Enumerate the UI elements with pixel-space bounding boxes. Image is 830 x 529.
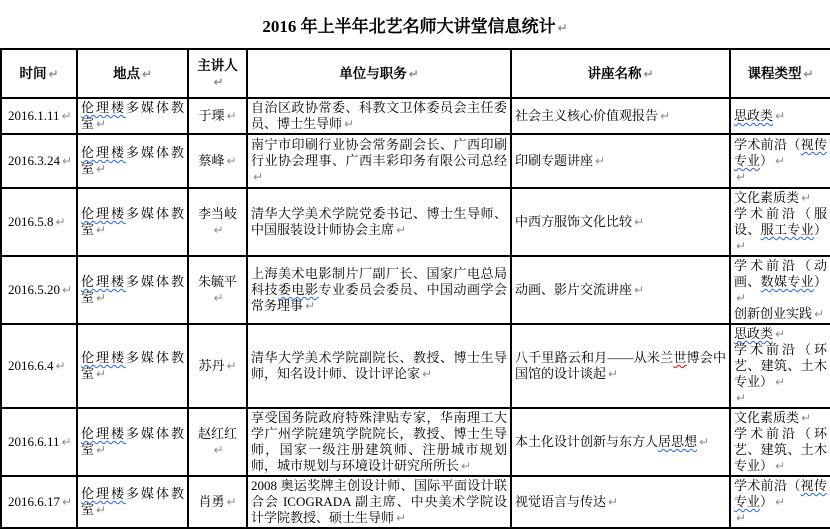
spellcheck-flagged-text: 伦理楼 [81, 486, 126, 501]
cell-location [77, 98, 188, 134]
paragraph-return-mark: ↵ [61, 109, 72, 123]
cell-unit [247, 476, 511, 528]
paragraph [8, 358, 73, 374]
cell-unit [247, 324, 511, 408]
paragraph [8, 494, 73, 510]
paragraph-return-mark: ↵ [736, 511, 747, 525]
paragraph [251, 137, 507, 185]
paragraph [734, 258, 827, 306]
paragraph-return-mark: ↵ [557, 20, 568, 35]
paragraph [251, 266, 507, 314]
paragraph [192, 358, 243, 374]
paragraph [734, 510, 827, 526]
paragraph-return-mark: ↵ [226, 109, 237, 123]
paragraph [8, 153, 73, 169]
spellcheck-flagged-text: 伦理楼 [81, 206, 126, 221]
paragraph-return-mark: ↵ [775, 154, 786, 168]
cell-lecture [511, 188, 730, 256]
paragraph [515, 153, 726, 169]
paragraph [8, 108, 73, 124]
cell-time [1, 256, 77, 324]
paragraph [515, 66, 726, 82]
text-segment: 2016.6.17 [8, 494, 60, 509]
paragraph-return-mark: ↵ [801, 191, 812, 205]
text-segment: 地点 [112, 65, 140, 81]
text-segment: 社会主义核心价值观报告 [515, 108, 659, 123]
spellcheck-flagged-text: 服工专业 [760, 222, 814, 237]
paragraph-return-mark: ↵ [775, 375, 786, 389]
text-segment: 2016.3.24 [8, 153, 60, 168]
paragraph-return-mark: ↵ [226, 495, 237, 509]
paragraph-return-mark: ↵ [96, 223, 107, 237]
paragraph [262, 12, 567, 37]
paragraph-return-mark: ↵ [803, 66, 814, 81]
paragraph-return-mark: ↵ [61, 435, 72, 449]
text-segment: ） [760, 153, 774, 168]
paragraph [8, 282, 73, 298]
paragraph [515, 494, 726, 510]
text-segment: 学术前沿（动画、 [734, 258, 827, 289]
text-segment: 中西方服饰文化比较 [515, 214, 633, 229]
paragraph-return-mark: ↵ [608, 495, 619, 509]
spellcheck-flagged-text: 视传专业 [734, 137, 827, 168]
spellcheck-flagged-text: 伦理楼 [81, 274, 126, 289]
cell-lecture [511, 408, 730, 476]
cell-unit [247, 134, 511, 188]
paragraph-return-mark: ↵ [634, 283, 645, 297]
text-segment: 本土化设计创新与东方人 [515, 434, 659, 449]
paragraph-return-mark: ↵ [344, 117, 355, 131]
text-segment: 自治区政协常委、科教文卫体委员会主任委员、博士生导师 [251, 100, 507, 131]
text-segment: 学术前沿（服设、 [734, 206, 827, 237]
paragraph [192, 153, 243, 169]
paragraph-return-mark: ↵ [226, 154, 237, 168]
paragraph [192, 58, 243, 90]
text-segment: 学术前沿（ [734, 137, 801, 152]
text-segment: 南宁市印刷行业协会常务副会长、广西印刷行业协会理事、广西丰彩印务有限公司总经 [251, 137, 507, 168]
text-segment: 2016.6.4 [8, 358, 54, 373]
text-segment: 苏丹 [198, 358, 225, 373]
text-segment: 朱毓平 [197, 274, 237, 289]
paragraph [192, 426, 243, 458]
paragraph-return-mark: ↵ [62, 154, 73, 168]
paragraph-return-mark: ↵ [96, 503, 107, 517]
paragraph-return-mark: ↵ [736, 291, 747, 305]
cell-time [1, 408, 77, 476]
column-header-time [1, 49, 77, 98]
paragraph [8, 434, 73, 450]
paragraph [192, 494, 243, 510]
spellcheck-flagged-text: 伦理楼 [81, 100, 126, 115]
cell-speaker [188, 256, 247, 324]
text-segment: 2016.5.8 [8, 214, 54, 229]
paragraph [192, 274, 243, 306]
table-row [1, 408, 830, 476]
cell-unit [247, 408, 511, 476]
paragraph-return-mark: ↵ [801, 411, 812, 425]
paragraph-return-mark: ↵ [775, 327, 786, 341]
paragraph [734, 306, 827, 322]
document-title [0, 0, 830, 48]
text-segment: 多媒体教室 [81, 486, 184, 517]
text-segment: 印刷专题讲座 [515, 153, 594, 168]
text-segment: 文化素质类 [734, 410, 800, 425]
paragraph [81, 100, 184, 132]
paragraph [81, 426, 184, 458]
paragraph-return-mark: ↵ [699, 435, 710, 449]
text-segment: 专业委员会委员、中国动画学会常务理事 [251, 282, 507, 313]
paragraph-return-mark: ↵ [96, 117, 107, 131]
cell-lecture [511, 324, 730, 408]
paragraph [192, 206, 243, 238]
column-header-course [730, 49, 830, 98]
paragraph [251, 410, 507, 474]
paragraph-return-mark: ↵ [55, 359, 66, 373]
paragraph-return-mark: ↵ [461, 459, 472, 473]
text-segment: 视觉语言与传达 [515, 494, 607, 509]
paragraph [81, 66, 184, 82]
paragraph-return-mark: ↵ [736, 239, 747, 253]
paragraph [734, 190, 827, 206]
paragraph [734, 169, 827, 185]
paragraph-return-mark: ↵ [814, 307, 825, 321]
text-segment: 学术前沿（环艺、建筑、土木专业） [734, 426, 827, 473]
text-segment: 单位与职务 [339, 65, 407, 81]
paragraph [81, 350, 184, 382]
paragraph-return-mark: ↵ [595, 154, 606, 168]
paragraph-return-mark: ↵ [660, 109, 671, 123]
spellcheck-flagged-text: 数媒专业 [760, 274, 814, 289]
paragraph [251, 350, 507, 382]
paragraph [515, 214, 726, 230]
paragraph [734, 410, 827, 426]
text-segment: ） [760, 494, 774, 509]
cell-course [730, 98, 830, 134]
paragraph-return-mark: ↵ [62, 283, 73, 297]
paragraph-return-mark: ↵ [48, 66, 59, 81]
column-header-unit [247, 49, 511, 98]
text-segment: 多媒体教室 [81, 274, 184, 305]
text-segment: 2016.5.20 [8, 282, 60, 297]
table-row [1, 476, 830, 528]
paragraph [251, 478, 507, 526]
spellcheck-flagged-text: 思政类 [734, 326, 774, 341]
text-segment: ） [813, 222, 827, 237]
cell-course [730, 188, 830, 256]
cell-location [77, 134, 188, 188]
paragraph-return-mark: ↵ [62, 495, 73, 509]
text-segment: 于瑮 [198, 108, 225, 123]
cell-course [730, 476, 830, 528]
paragraph-return-mark: ↵ [96, 291, 107, 305]
paragraph [8, 214, 73, 230]
paragraph-return-mark: ↵ [408, 66, 419, 81]
spellcheck-flagged-text: 视传专业 [734, 478, 827, 509]
paragraph [81, 206, 184, 238]
paragraph-return-mark: ↵ [608, 367, 619, 381]
cell-location [77, 188, 188, 256]
cell-lecture [511, 476, 730, 528]
paragraph [734, 478, 827, 510]
cell-speaker [188, 476, 247, 528]
text-segment: 创新创业实践 [734, 306, 813, 321]
paragraph [81, 145, 184, 177]
paragraph [734, 66, 827, 82]
text-segment: 2016 年上半年北艺名师大讲堂信息统计 [262, 16, 556, 36]
table-row [1, 256, 830, 324]
spellcheck-flagged-text: 居思想 [658, 434, 698, 449]
paragraph-return-mark: ↵ [422, 367, 433, 381]
paragraph [734, 342, 827, 390]
table-row [1, 324, 830, 408]
paragraph-return-mark: ↵ [396, 511, 407, 525]
paragraph-return-mark: ↵ [736, 170, 747, 184]
paragraph-return-mark: ↵ [643, 66, 654, 81]
paragraph-return-mark: ↵ [141, 66, 153, 81]
lecture-info-table [0, 48, 830, 529]
text-segment: 多媒体教室 [81, 426, 184, 457]
paragraph-return-mark: ↵ [305, 299, 316, 313]
cell-speaker [188, 188, 247, 256]
text-segment: 时间 [19, 65, 47, 81]
paragraph [251, 206, 507, 238]
text-segment: 多媒体教室 [81, 206, 184, 237]
paragraph [251, 100, 507, 132]
paragraph-return-mark: ↵ [226, 359, 237, 373]
paragraph [515, 350, 726, 382]
paragraph-return-mark: ↵ [213, 443, 224, 457]
cell-lecture [511, 134, 730, 188]
spellcheck-flagged-text: 伦理楼 [81, 145, 126, 160]
cell-time [1, 134, 77, 188]
cell-course [730, 324, 830, 408]
text-segment: 博会中国馆的设计谈起 [515, 350, 726, 381]
cell-speaker [188, 98, 247, 134]
text-segment: 八千里路云和月——从米兰 [515, 350, 674, 365]
cell-speaker [188, 408, 247, 476]
paragraph-return-mark: ↵ [96, 162, 107, 176]
paragraph [734, 206, 827, 254]
cell-time [1, 324, 77, 408]
paragraph-return-mark: ↵ [96, 443, 107, 457]
cell-time [1, 98, 77, 134]
spellcheck-flagged-text: 伦理楼 [81, 350, 126, 365]
text-segment: 多媒体教室 [81, 145, 184, 176]
paragraph [515, 108, 726, 124]
paragraph-return-mark: ↵ [736, 391, 747, 405]
cell-lecture [511, 256, 730, 324]
paragraph [81, 274, 184, 306]
paragraph-return-mark: ↵ [55, 215, 66, 229]
text-segment: ） [813, 274, 827, 289]
text-segment: 学术前沿（ [734, 478, 801, 493]
table-row [1, 98, 830, 134]
paragraph [734, 137, 827, 169]
text-segment: 2016.6.11 [8, 434, 60, 449]
paragraph-return-mark: ↵ [634, 215, 645, 229]
text-segment: 主讲人 [197, 57, 238, 73]
paragraph-return-mark: ↵ [213, 223, 224, 237]
text-segment: 清华大学美术学院党委书记、博士生导师、中国服装设计师协会主席 [251, 206, 507, 237]
paragraph [734, 108, 827, 124]
cell-location [77, 324, 188, 408]
paragraph-return-mark: ↵ [213, 74, 224, 89]
cell-location [77, 476, 188, 528]
spellcheck-flagged-text: 思政类 [734, 108, 774, 123]
cell-course [730, 134, 830, 188]
paragraph [5, 66, 73, 82]
text-segment: 2016.1.11 [8, 108, 60, 123]
cell-location [77, 408, 188, 476]
cell-unit [247, 98, 511, 134]
spellcheck-flagged-text: 委电影 [278, 282, 319, 297]
paragraph [734, 390, 827, 406]
text-segment: 文化素质类 [734, 190, 800, 205]
text-segment: 课程类型 [747, 65, 802, 81]
text-segment: 多媒体教室 [81, 100, 184, 131]
cell-speaker [188, 134, 247, 188]
cell-location [77, 256, 188, 324]
table-row [1, 188, 830, 256]
paragraph-return-mark: ↵ [396, 223, 407, 237]
paragraph-return-mark: ↵ [775, 109, 786, 123]
spellcheck-flagged-text: 伦理楼 [81, 426, 126, 441]
paragraph-return-mark: ↵ [775, 459, 786, 473]
text-segment: 多媒体教室 [81, 350, 184, 381]
header-row [1, 49, 830, 98]
text-segment: 学术前沿（环艺、建筑、土木专业） [734, 342, 827, 389]
text-segment: 肖勇 [198, 494, 225, 509]
cell-speaker [188, 324, 247, 408]
cell-course [730, 256, 830, 324]
paragraph [515, 434, 726, 450]
paragraph-return-mark: ↵ [213, 291, 224, 305]
text-segment: 讲座名称 [587, 65, 642, 81]
text-segment: 李当岐 [197, 206, 237, 221]
column-header-speaker [188, 49, 247, 98]
text-segment: 动画、影片交流讲座 [515, 282, 633, 297]
spellcheck-flagged-text: 世 [673, 350, 687, 365]
cell-time [1, 188, 77, 256]
paragraph [515, 282, 726, 298]
paragraph [192, 108, 243, 124]
cell-course [730, 408, 830, 476]
paragraph [251, 66, 507, 82]
table-row [1, 134, 830, 188]
text-segment: 2008 奥运奖牌主创设计师、国际平面设计联合会 ICOGRADA 副主席、中央美术学院设计学院教授、硕士生导师 [251, 478, 507, 525]
cell-unit [247, 188, 511, 256]
column-header-lecture [511, 49, 730, 98]
text-segment: 上海美术电影制片厂副厂长、国家广电总局科技 [251, 266, 507, 297]
text-segment: 赵红红 [197, 426, 237, 441]
paragraph [734, 426, 827, 474]
paragraph-return-mark: ↵ [253, 170, 264, 184]
column-header-location [77, 49, 188, 98]
paragraph [734, 326, 827, 342]
text-segment: 清华大学美术学院副院长、教授、博士生导师，知名设计师、设计评论家 [251, 350, 507, 381]
text-segment: 蔡峰 [198, 153, 225, 168]
paragraph [81, 486, 184, 518]
paragraph-return-mark: ↵ [96, 367, 107, 381]
cell-time [1, 476, 77, 528]
text-segment: 享受国务院政府特殊津贴专家，华南理工大学广州学院建筑学院院长，教授、博士生导师，国家一级注册建筑师、注册城市规划师，城市规划与环境设计研究所所长 [251, 410, 507, 473]
cell-unit [247, 256, 511, 324]
cell-lecture [511, 98, 730, 134]
paragraph-return-mark: ↵ [775, 495, 786, 509]
